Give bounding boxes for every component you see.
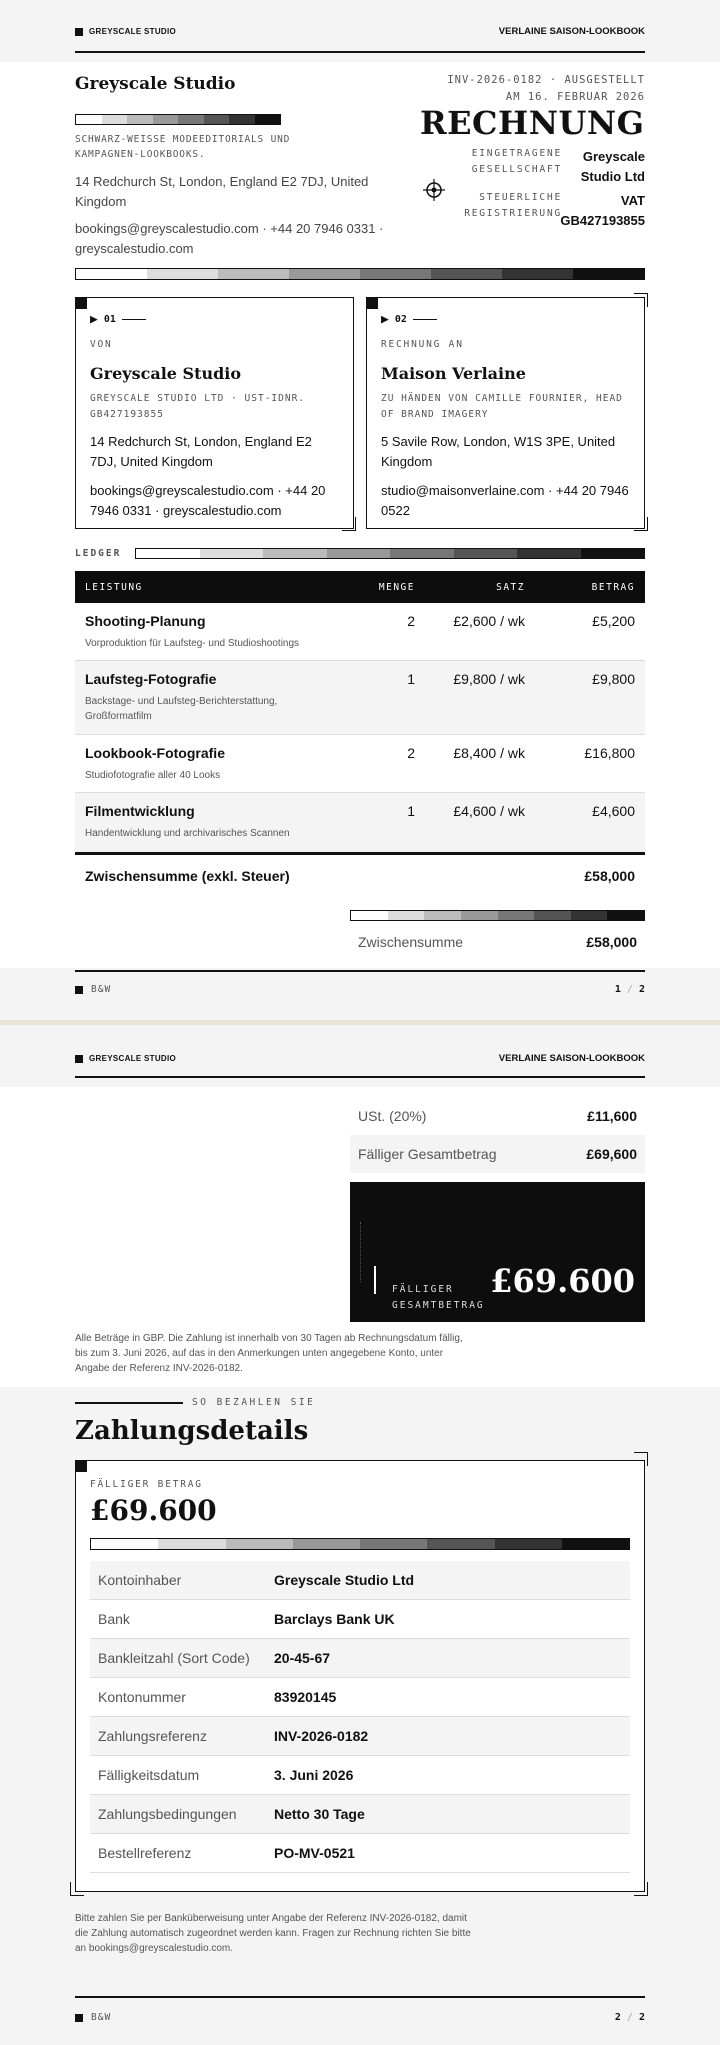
studio-address: 14 Redchurch St, London, England E2 7DJ, United Kingdom <box>75 174 369 209</box>
page1-number: 1 / 2 <box>614 984 645 995</box>
from-card-contact[interactable]: bookings@greyscalestudio.com · +44 20 7946 0331 · greyscalestudio.com <box>90 483 326 518</box>
tax-label: STEUERLICHE REGISTRIERUNG <box>464 192 562 219</box>
table-header <box>75 571 645 603</box>
reg-value: Greyscale Studio Ltd <box>580 149 645 184</box>
summary-vat <box>350 1100 645 1132</box>
payment-row-terms: Zahlungsbedingungen Netto 30 Tage <box>90 1795 630 1834</box>
page2-footer-mark: B&W <box>75 2012 111 2023</box>
row-desc: Handentwicklung und archivarisches Scannen <box>85 828 290 839</box>
to-card <box>366 297 645 529</box>
header-brand: GREYSCALE STUDIO <box>89 1054 177 1063</box>
from-card-label: VON <box>90 339 113 350</box>
payment-title: Zahlungsdetails <box>75 1416 309 1446</box>
payment-note: Bitte zahlen Sie per Banküberweisung unter Angabe der Referenz INV-2026-0182, damit die Zahlung automatisch zugeordnet werden kann. Fragen zur Rechnung richten Sie bitte an bookings@greyscalestudio.com. <box>75 1913 471 1954</box>
row-amount: £5,200 <box>592 613 635 629</box>
header-rule <box>75 1076 645 1078</box>
studio-contact[interactable]: bookings@greyscalestudio.com · +44 20 7946 0331 · greyscalestudio.com <box>75 221 384 256</box>
payment-kicker: SO BEZAHLEN SIE <box>192 1397 316 1408</box>
subtotal-row <box>75 865 645 887</box>
row-title: Lookbook-Fotografie <box>85 745 225 761</box>
table-row <box>75 661 645 735</box>
footer-rule <box>75 1996 645 1998</box>
table-row <box>75 735 645 793</box>
studio-gradient-strip <box>75 114 281 125</box>
payment-bracket-tr <box>634 1452 648 1466</box>
row-title: Shooting-Planung <box>85 613 206 629</box>
summary-total-value: £69,600 <box>586 1146 637 1162</box>
page1-footer-mark: B&W <box>75 984 111 995</box>
from-card-sub: GREYSCALE STUDIO LTD · UST-IDNR. GB427193855 <box>90 393 306 420</box>
to-card-bracket-top <box>634 293 648 307</box>
subtotal-rule <box>75 852 645 855</box>
footer-rule <box>75 970 645 972</box>
due-value: £69.600 <box>90 1494 217 1527</box>
payment-card-corner <box>75 1460 87 1472</box>
payment-row-holder: Kontoinhaber Greyscale Studio Ltd <box>90 1561 630 1600</box>
summary-total <box>350 1135 645 1173</box>
payment-row-reference: Zahlungsreferenz INV-2026-0182 <box>90 1717 630 1756</box>
studio-name: Greyscale Studio <box>75 74 236 94</box>
footer-square-icon <box>75 2014 83 2022</box>
row-rate: £8,400 / wk <box>453 745 525 761</box>
wide-gradient-bar <box>75 268 645 280</box>
brand-square-icon <box>75 1055 83 1063</box>
from-card <box>75 297 354 529</box>
payment-row-sortcode: Bankleitzahl (Sort Code) 20-45-67 <box>90 1639 630 1678</box>
row-rate: £9,800 / wk <box>453 671 525 687</box>
from-card-name: Greyscale Studio <box>90 364 242 383</box>
payment-row-account: Kontonummer 83920145 <box>90 1678 630 1717</box>
summary-vat-value: £11,600 <box>587 1108 637 1124</box>
summary-subtotal-value: £58,000 <box>586 934 637 950</box>
payment-bracket-bl <box>70 1882 84 1896</box>
row-rate: £4,600 / wk <box>453 803 525 819</box>
to-card-sub: ZU HÄNDEN VON CAMILLE FOURNIER, HEAD OF BRAND IMAGERY <box>381 393 623 420</box>
from-card-address: 14 Redchurch St, London, England E2 7DJ, United Kingdom <box>90 434 312 469</box>
header-doc-title: VERLAINE SAISON-LOOKBOOK <box>498 26 645 37</box>
invoice-title: RECHNUNG <box>420 104 645 142</box>
payment-bracket-br <box>634 1882 648 1896</box>
total-box <box>350 1182 645 1322</box>
total-box-label: FÄLLIGER GESAMTBETRAG <box>392 1284 485 1311</box>
tax-value: VAT GB427193855 <box>560 193 645 228</box>
to-card-name: Maison Verlaine <box>381 364 526 383</box>
play-icon: ▶ <box>381 312 389 327</box>
row-qty: 1 <box>407 803 415 819</box>
from-card-corner <box>75 297 87 309</box>
ledger-gradient-strip <box>135 548 645 559</box>
to-card-label: RECHNUNG AN <box>381 339 464 350</box>
row-rate: £2,600 / wk <box>453 613 525 629</box>
brand-square-icon <box>75 28 83 36</box>
page2-header <box>75 1053 645 1064</box>
invoice-meta-line2: AM 16. FEBRUAR 2026 <box>505 91 645 103</box>
header-rule <box>75 51 645 53</box>
row-amount: £16,800 <box>584 745 635 761</box>
reg-label: EINGETRAGENE GESELLSCHAFT <box>471 148 562 175</box>
summary-vat-label: USt. (20%) <box>358 1108 427 1124</box>
total-box-value: £69.600 <box>490 1262 635 1300</box>
payment-row-duedate: Fälligkeitsdatum 3. Juni 2026 <box>90 1756 630 1795</box>
from-card-num: 01 <box>103 314 116 325</box>
summary-total-label: Fälliger Gesamtbetrag <box>358 1146 497 1162</box>
to-card-corner <box>366 297 378 309</box>
to-card-contact[interactable]: studio@maisonverlaine.com · +44 20 7946 0522 <box>381 483 629 518</box>
play-icon: ▶ <box>90 312 98 327</box>
th-qty: MENGE <box>378 581 415 593</box>
row-qty: 1 <box>407 671 415 687</box>
th-service: LEISTUNG <box>85 581 143 593</box>
summary-subtotal <box>350 928 645 956</box>
page2-number: 2 / 2 <box>614 2012 645 2023</box>
row-title: Laufsteg-Fotografie <box>85 671 217 687</box>
crosshair-icon <box>422 178 446 202</box>
to-card-address: 5 Savile Row, London, W1S 3PE, United Kingdom <box>381 434 616 469</box>
invoice-meta <box>400 72 645 106</box>
row-amount: £9,800 <box>592 671 635 687</box>
from-card-bracket <box>342 517 356 531</box>
header-brand: GREYSCALE STUDIO <box>89 27 177 36</box>
row-desc: Studiofotografie aller 40 Looks <box>85 770 221 781</box>
header-doc-title: VERLAINE SAISON-LOOKBOOK <box>498 1053 645 1064</box>
table-row <box>75 603 645 661</box>
subtotal-value: £58,000 <box>584 868 635 884</box>
row-desc: Vorproduktion für Laufsteg- und Studioshootings <box>85 638 300 649</box>
invoice-meta-line1: INV-2026-0182 · AUSGESTELLT <box>447 74 645 86</box>
payment-row-bank: Bank Barclays Bank UK <box>90 1600 630 1639</box>
row-qty: 2 <box>407 745 415 761</box>
row-desc: Backstage- und Laufsteg-Berichterstattung, Großformatfilm <box>85 696 278 722</box>
studio-tagline: SCHWARZ-WEISSE MODEEDITORIALS UND KAMPAGNEN-LOOKBOOKS. <box>75 134 291 160</box>
row-qty: 2 <box>407 613 415 629</box>
th-amount: BETRAG <box>591 581 635 593</box>
summary-gradient-strip <box>350 910 645 921</box>
to-card-bracket-bottom <box>634 517 648 531</box>
footer-square-icon <box>75 986 83 994</box>
payment-row-po: Bestellreferenz PO-MV-0521 <box>90 1834 630 1873</box>
th-rate: SATZ <box>496 581 525 593</box>
row-amount: £4,600 <box>592 803 635 819</box>
due-label: FÄLLIGER BETRAG <box>90 1479 203 1490</box>
page1-header <box>75 26 645 37</box>
ledger-label: LEDGER <box>75 548 122 559</box>
row-title: Filmentwicklung <box>85 803 195 819</box>
kicker-rule <box>75 1402 183 1404</box>
to-card-num: 02 <box>394 314 407 325</box>
note-amounts: Alle Beträge in GBP. Die Zahlung ist innerhalb von 30 Tagen ab Rechnungsdatum fällig, bis zum 3. Juni 2026, auf das in den Anmerkungen unten angegebene Konto, unter Angabe der Referenz INV-2026-0182. <box>75 1333 463 1374</box>
table-row <box>75 793 645 852</box>
payment-gradient-strip <box>90 1538 630 1550</box>
subtotal-label: Zwischensumme (exkl. Steuer) <box>85 868 290 884</box>
summary-subtotal-label: Zwischensumme <box>358 934 464 950</box>
